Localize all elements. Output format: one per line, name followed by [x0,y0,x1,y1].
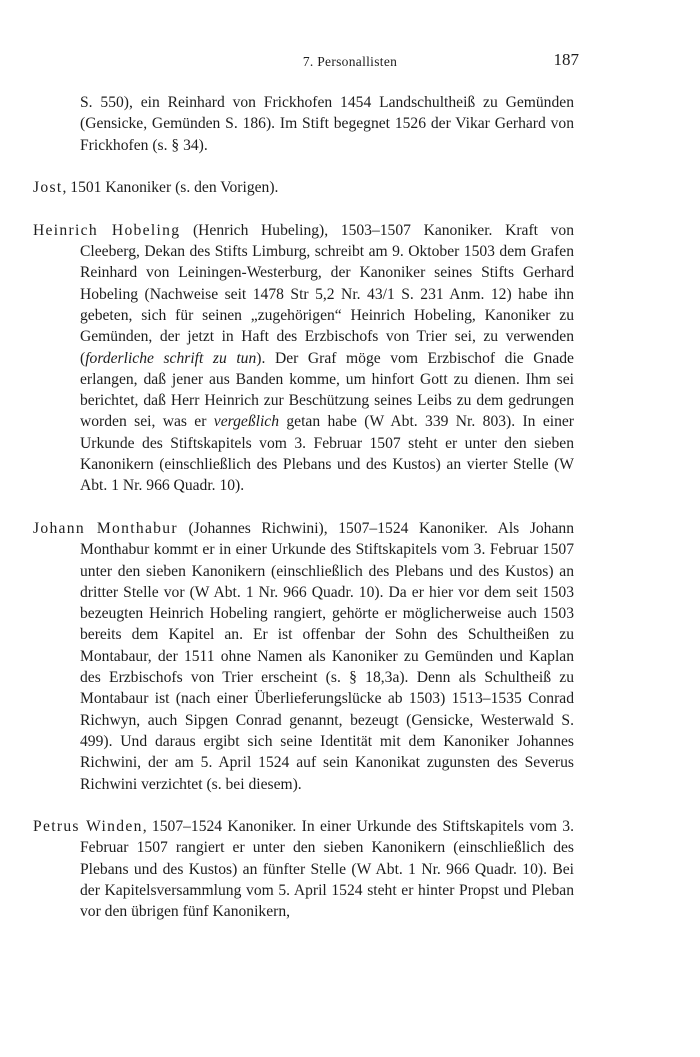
entry-text: , 1501 Kanoniker (s. den Vorigen). [62,179,279,197]
entry-name: Jost [33,179,63,197]
entry-name: Petrus Winden [33,818,143,836]
entry-quote: vergeßlich [213,413,280,431]
entry-johann-monthabur [33,518,574,795]
entry-petrus-winden [33,816,574,922]
entry-text: (Johannes Richwini), 1507–1524 Kanoniker. Als Johann Monthabur kommt er in einer Urkunde des Stiftskapitels vom 3. Februar 1507 unter den sieben Kanonikern (einschließlich des Plebans und des Kustos) an dritter Stelle vor (W Abt. 1 Nr. 966 Quadr. 10). Da er hier vor dem seit 1503 bezeugten Heinrich Hobeling rangiert, gehörte er möglicherweise auch 1503 bereits dem Kapitel an. Er ist offenbar der Sohn des Schultheißen zu Montabaur, der 1511 ohne Namen als Kanoniker zu Gemünden und Kaplan des Erzbischofs von Trier erscheint (s. § 18,3a). Denn als Schultheiß zu Montabaur ist (nach einer Überlieferungslücke ab 1503) 1513–1535 Conrad Richwyn, auch Sipgen Conrad genannt, bezeugt (Gensicke, Westerwald S. 499). Und daraus ergibt sich seine Identität mit dem Kanoniker Johannes Richwini, der am 5. April 1524 auf sein Kanonikat zugunsten des Severus Richwini verzichtet (s. bei diesem). [80,519,574,793]
entry-text: (Henrich Hubeling), 1503–1507 Kanoniker. Kraft von Cleeberg, Dekan des Stifts Limburg, schreibt am 9. Oktober 1503 dem Grafen Reinhard von Leiningen-Westerburg, der Kanoniker seines Stifts Gerhard Hobeling (Nachweise seit 1478 Str 5,2 Nr. 43/1 S. 231 Anm. 12) habe ihn gebeten, sich für seinen „zugehörigen“ Heinrich Hobeling, Kanoniker zu Gemünden, der jetzt in Haft des Erzbischofs von Trier sei, zu verwenden ( [80,221,574,367]
entry-continuation [33,92,574,156]
entry-list [33,92,574,944]
entry-text: , 1507–1524 Kanoniker. In einer Urkunde des Stiftskapitels vom 3. Februar 1507 rangiert er unter den sieben Kanonikern (einschließlich des Plebans und des Kustos) an fünfter Stelle (W Abt. 1 Nr. 966 Quadr. 10). Bei der Kapitelsversammlung vom 5. April 1524 steht er hinter Propst und Pleban vor den übrigen fünf Kanonikern, [80,818,574,921]
page-header [0,50,700,74]
entry-name: Johann Monthabur [33,519,178,537]
entry-quote: forderliche schrift zu tun [85,349,257,367]
entry-heinrich-hobeling [33,220,574,497]
entry-text: getan habe (W Abt. 339 Nr. 803). In einer Urkunde des Stiftskapitels vom 3. Februar 1507 steht er unter den sieben Kanonikern (einschließlich des Plebans und des Kustos) an vierter Stelle (W Abt. 1 Nr. 966 Quadr. 10). [80,413,574,495]
page-number: 187 [553,50,579,69]
entry-name: Heinrich Hobeling [33,221,181,239]
entry-text: ). Der Graf möge vom Erzbischof die Gnade erlangen, daß jener aus Banden komme, um hinfort Gott zu dienen. Ihm sei berichtet, daß Herr Heinrich zur Beschützung seines Leibs zu dem gedrungen worden sei, was er [80,349,574,431]
entry-text: S. 550), ein Reinhard von Frickhofen 1454 Landschultheiß zu Gemünden (Gensicke, Gemünden S. 186). Im Stift begegnet 1526 der Vikar Gerhard von Frickhofen (s. § 34). [80,94,574,154]
running-head: 7. Personallisten [302,54,398,69]
entry-jost [33,177,574,198]
